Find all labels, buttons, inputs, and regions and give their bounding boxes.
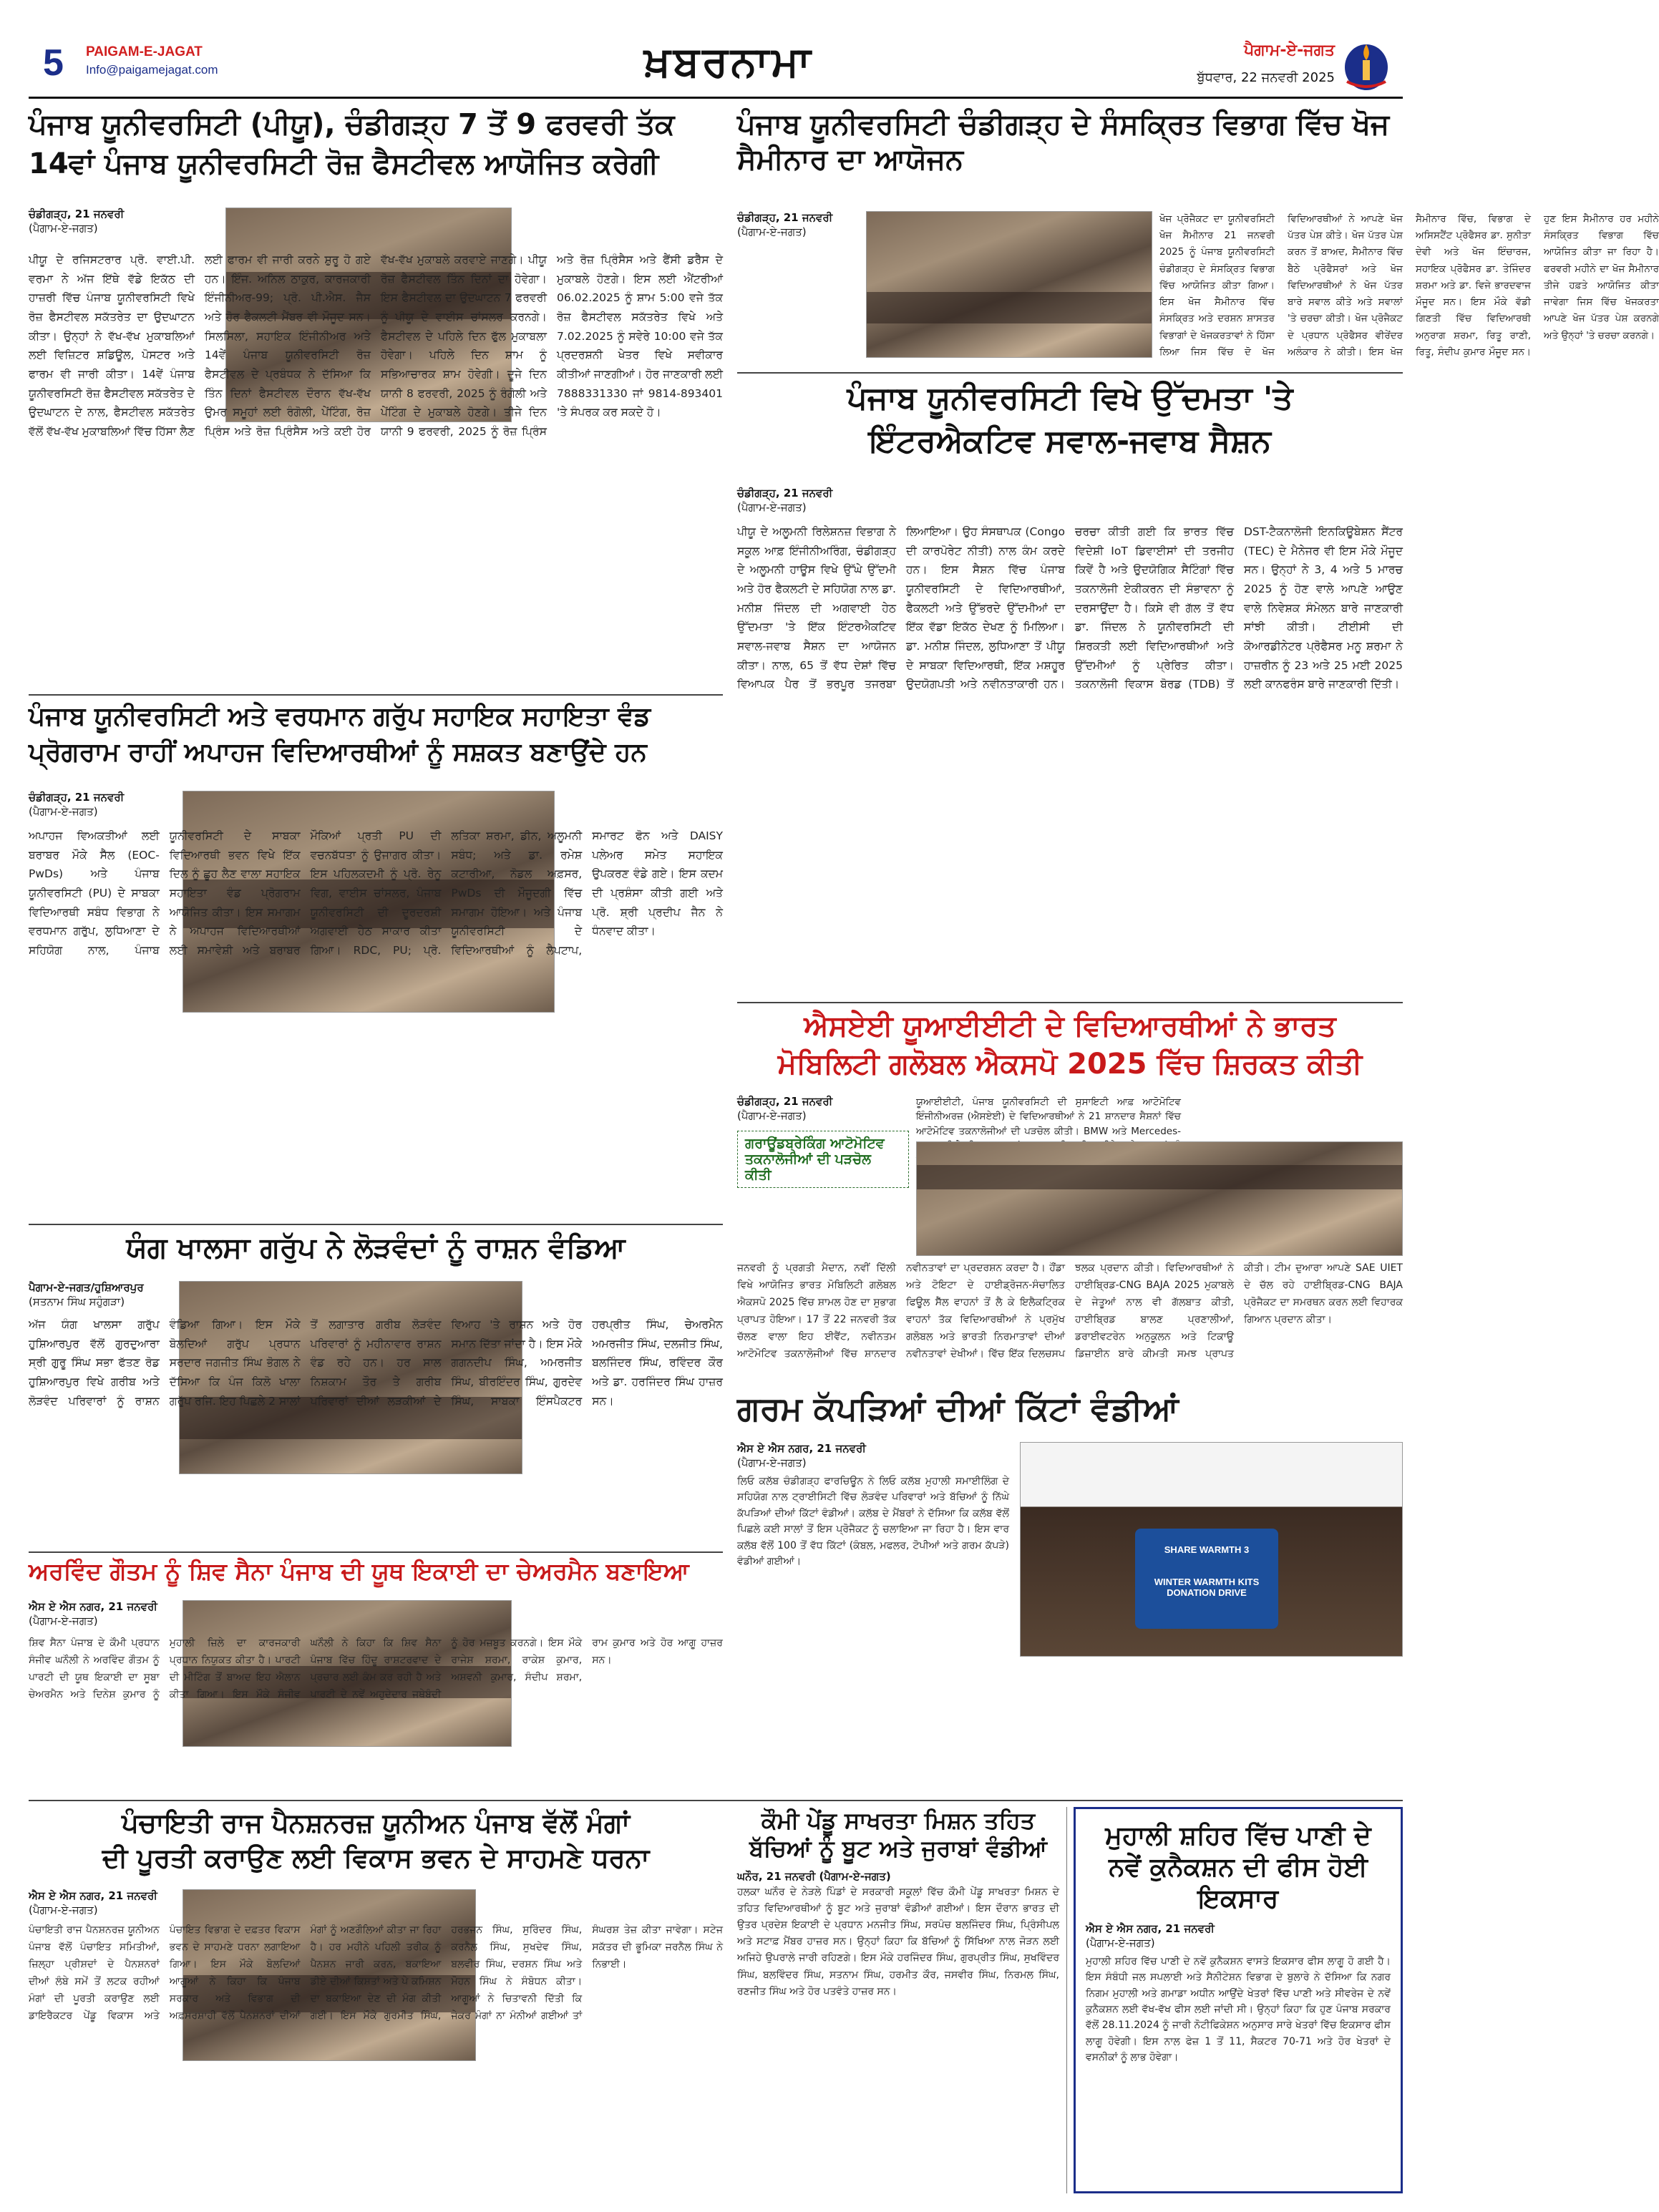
story-body: ਅੱਜ ਯੰਗ ਖਾਲਸਾ ਗਰੁੱਪ ਹੁਸ਼ਿਆਰਪੁਰ ਵੱਲੋਂ ਗੁਰਦੁਆਰਾ ਸ੍ਰੀ ਗੁਰੂ ਸਿੰਘ ਸਭਾ ਫੱਤਣ ਰੋਡ ਹੁਸ਼ਿਆਰਪੁਰ ਵਿਖੇ ਗਰੀਬ ਅਤੇ ਲੋੜਵੰਦ ਪਰਿਵਾਰਾਂ ਨੂੰ ਰਾਸ਼ਨ ਵੰਡਿਆ ਗਿਆ। ਇਸ ਮੌਕੇ ਬੋਲਦਿਆਂ ਗਰੁੱਪ ਪ੍ਰਧਾਨ ਸਰਦਾਰ ਜਗਜੀਤ ਸਿੰਘ ਭੋਗਲ ਨੇ ਦੱਸਿਆ ਕਿ ਪੰਜ ਕਿਲੋ ਖਾਲਾ ਗਰੁੱਪ ਰਜਿ. ਇਹ ਪਿਛਲੇ 2 ਸਾਲਾਂ ਤੋਂ ਲਗਾਤਾਰ ਗਰੀਬ ਲੋੜਵੰਦ ਪਰਿਵਾਰਾਂ ਨੂੰ ਮਹੀਨਾਵਾਰ ਰਾਸ਼ਨ ਵੰਡ ਰਹੇ ਹਨ। ਹਰ ਸਾਲ ਨਿਸ਼ਕਾਮ ਤੌਰ ਤੇ ਗਰੀਬ ਪਰਿਵਾਰਾਂ ਦੀਆਂ ਲੜਕੀਆਂ ਦੇ ਵਿਆਹ 'ਤੇ ਰਾਸ਼ਨ ਅਤੇ ਹੋਰ ਸਮਾਨ ਦਿੱਤਾ ਜਾਂਦਾ ਹੈ। ਇਸ ਮੌਕੇ ਗਗਨਦੀਪ ਸਿੰਘ, ਅਮਰਜੀਤ ਸਿੰਘ, ਬੀਰਇੰਦਰ ਸਿੰਘ, ਗੁਰਦੇਵ ਸਿੰਘ, ਸਾਬਕਾ ਇੰਸਪੈਕਟਰ ਹਰਪ੍ਰੀਤ ਸਿੰਘ, ਚੇਅਰਮੈਨ ਅਮਰਜੀਤ ਸਿੰਘ, ਦਲਜੀਤ ਸਿੰਘ, ਬਲਜਿੰਦਰ ਸਿੰਘ, ਰਵਿੰਦਰ ਕੌਰ ਅਤੇ ਡਾ. ਹਰਜਿੰਦਰ ਸਿੰਘ ਹਾਜ਼ਰ ਸਨ। xyxy=(29,1318,723,1408)
agency: (ਪੈਗਾਮ-ਏ-ਜਗਤ) xyxy=(737,225,807,238)
story-body: ਪੀਯੂ ਦੇ ਰਜਿਸਟਰਾਰ ਪ੍ਰੋ. ਵਾਈ.ਪੀ. ਵਰਮਾ ਨੇ ਅੱਜ ਇੱਥੇ ਵੱਡੇ ਇਕੱਠ ਦੀ ਹਾਜ਼ਰੀ ਵਿੱਚ ਪੰਜਾਬ ਯੂਨੀਵਰਸਿਟੀ ਵਿਖੇ ਰੋਜ਼ ਫੈਸਟੀਵਲ ਸਕੱਤਰੇਤ ਦਾ ਉਦਘਾਟਨ ਕੀਤਾ। ਉਨ੍ਹਾਂ ਨੇ ਵੱਖ-ਵੱਖ ਮੁਕਾਬਲਿਆਂ ਲਈ ਵਿਜ਼ਿਟਰ ਸ਼ਡਿਊਲ, ਪੋਸਟਰ ਅਤੇ ਫਾਰਮ ਵੀ ਜਾਰੀ ਕੀਤਾ। 14ਵੇਂ ਪੰਜਾਬ ਯੂਨੀਵਰਸਿਟੀ ਰੋਜ਼ ਫੈਸਟੀਵਲ ਸਕੱਤਰੇਤ ਦੇ ਉਦਘਾਟਨ ਦੇ ਨਾਲ, ਫੈਸਟੀਵਲ ਸਕੱਤਰੇਤ ਵੱਲੋਂ ਵੱਖ-ਵੱਖ ਮੁਕਾਬਲਿਆਂ ਵਿੱਚ ਹਿੱਸਾ ਲੈਣ ਲਈ ਫਾਰਮ ਵੀ ਜਾਰੀ ਕਰਨੇ ਸ਼ੁਰੂ ਹੋ ਗਏ ਹਨ। ਇੰਜ. ਅਨਿਲ ਠਾਕੁਰ, ਕਾਰਜਕਾਰੀ ਇੰਜੀਨੀਅਰ-99; ਪ੍ਰੋ. ਪੀ.ਐਸ. ਜੈਸ ਅਤੇ ਹੋਰ ਫੈਕਲਟੀ ਮੈਂਬਰ ਵੀ ਮੌਜੂਦ ਸਨ। ਸਿਲਸਿਲਾ, ਸਹਾਇਕ ਇੰਜੀਨੀਅਰ ਅਤੇ 14ਵੇਂ ਪੰਜਾਬ ਯੂਨੀਵਰਸਿਟੀ ਰੋਜ਼ ਫੈਸਟੀਵਲ ਦੇ ਪ੍ਰਬੰਧਕ ਨੇ ਦੱਸਿਆ ਕਿ ਤਿੰਨ ਦਿਨਾਂ ਫੈਸਟੀਵਲ ਦੌਰਾਨ ਵੱਖ-ਵੱਖ ਉਮਰ ਸਮੂਹਾਂ ਲਈ ਰੰਗੋਲੀ, ਪੇਂਟਿੰਗ, ਰੋਜ਼ ਪ੍ਰਿੰਸ ਅਤੇ ਰੋਜ਼ ਪ੍ਰਿੰਸੈਸ ਅਤੇ ਕਈ ਹੋਰ ਵੱਖ-ਵੱਖ ਮੁਕਾਬਲੇ ਕਰਵਾਏ ਜਾਣਗੇ। ਪੀਯੂ ਰੋਜ਼ ਫੈਸਟੀਵਲ ਤਿੰਨ ਦਿਨਾਂ ਦਾ ਹੋਵੇਗਾ। ਇਸ ਫੈਸਟੀਵਲ ਦਾ ਉਦਘਾਟਨ 7 ਫਰਵਰੀ ਨੂੰ ਪੀਯੂ ਦੇ ਵਾਈਸ ਚਾਂਸਲਰ ਕਰਨਗੇ। ਫੈਸਟੀਵਲ ਦੇ ਪਹਿਲੇ ਦਿਨ ਫੁੱਲ ਮੁਕਾਬਲਾ ਹੋਵੇਗਾ। ਪਹਿਲੇ ਦਿਨ ਸ਼ਾਮ ਨੂੰ ਸਭਿਆਚਾਰਕ ਸ਼ਾਮ ਹੋਵੇਗੀ। ਦੂਜੇ ਦਿਨ ਯਾਨੀ 8 ਫਰਵਰੀ, 2025 ਨੂੰ ਰੰਗੋਲੀ ਅਤੇ ਪੇਂਟਿੰਗ ਦੇ ਮੁਕਾਬਲੇ ਹੋਣਗੇ। ਤੀਜੇ ਦਿਨ ਯਾਨੀ 9 ਫਰਵਰੀ, 2025 ਨੂੰ ਰੋਜ਼ ਪ੍ਰਿੰਸ ਅਤੇ ਰੋਜ਼ ਪ੍ਰਿੰਸੈਸ ਅਤੇ ਫੈਂਸੀ ਡਰੈੱਸ ਦੇ ਮੁਕਾਬਲੇ ਹੋਣਗੇ। ਇਸ ਲਈ ਐਂਟਰੀਆਂ 06.02.2025 ਨੂੰ ਸ਼ਾਮ 5:00 ਵਜੇ ਤੱਕ ਰੋਜ਼ ਫੈਸਟੀਵਲ ਸਕੱਤਰੇਤ ਵਿਖੇ ਅਤੇ 7.02.2025 ਨੂੰ ਸਵੇਰੇ 10:00 ਵਜੇ ਤੱਕ ਪ੍ਰਦਰਸ਼ਨੀ ਖੇਤਰ ਵਿਖੇ ਸਵੀਕਾਰ ਕੀਤੀਆਂ ਜਾਣਗੀਆਂ। ਹੋਰ ਜਾਣਕਾਰੀ ਲਈ 7888331330 ਜਾਂ 9814-893401 'ਤੇ ਸੰਪਰਕ ਕਰ ਸਕਦੇ ਹੋ। xyxy=(29,253,723,438)
divider xyxy=(29,1551,723,1553)
dateline: ਚੰਡੀਗੜ੍ਹ, 21 ਜਨਵਰੀ xyxy=(737,487,833,500)
section-title: ਖ਼ਬਰਨਾਮਾ xyxy=(644,37,814,86)
headline-2: ਪ੍ਰੋਗਰਾਮ ਰਾਹੀਂ ਅਪਾਹਜ ਵਿਦਿਆਰਥੀਆਂ ਨੂੰ ਸਸ਼ਕਤ ਬਣਾਉਂਦੇ ਹਨ xyxy=(29,737,647,767)
dateline: ਚੰਡੀਗੜ੍ਹ, 21 ਜਨਵਰੀ xyxy=(29,208,125,220)
dateline: ਐਸ ਏ ਐਸ ਨਗਰ, 21 ਜਨਵਰੀ xyxy=(29,1889,157,1902)
paper-email[interactable]: Info@paigamejagat.com xyxy=(86,63,218,77)
divider xyxy=(737,372,1403,374)
dateline: ਚੰਡੀਗੜ੍ਹ, 21 ਜਨਵਰੀ xyxy=(29,791,125,804)
headline: ਪੰਚਾਇਤੀ ਰਾਜ ਪੈਨਸ਼ਨਰਜ਼ ਯੂਨੀਅਨ ਪੰਜਾਬ ਵੱਲੋਂ ਮੰਗਾਂ xyxy=(122,1808,630,1838)
story-intro: ਯੂਆਈਈਟੀ, ਪੰਜਾਬ ਯੂਨੀਵਰਸਿਟੀ ਦੀ ਸੁਸਾਇਟੀ ਆਫ਼ ਆਟੋਮੋਟਿਵ ਇੰਜੀਨੀਅਰਜ਼ (ਐਸਏਈ) ਦੇ ਵਿਦਿਆਰਥੀਆਂ ਨੇ 21 ਸ਼ਾਨਦਾਰ ਸੈਸ਼ਨਾਂ ਵਿੱਚ ਆਟੋਮੋਟਿਵ ਤਕਨਾਲੋਜੀਆਂ ਦੀ ਪੜਚੋਲ ਕੀਤੀ। BMW ਅਤੇ Mercedes- xyxy=(916,1096,1181,1137)
divider xyxy=(29,1800,1403,1801)
divider xyxy=(29,694,723,696)
story-body: ਸ਼ਿਵ ਸੈਨਾ ਪੰਜਾਬ ਦੇ ਕੌਮੀ ਪ੍ਰਧਾਨ ਸੰਜੀਵ ਘਨੌਲੀ ਨੇ ਅਰਵਿੰਦ ਗੌਤਮ ਨੂੰ ਪਾਰਟੀ ਦੀ ਯੂਥ ਇਕਾਈ ਦਾ ਸੂਬਾ ਚੇਅਰਮੈਨ ਅਤੇ ਦਿਨੇਸ਼ ਕੁਮਾਰ ਨੂੰ ਮੁਹਾਲੀ ਜ਼ਿਲੇ ਦਾ ਕਾਰਜਕਾਰੀ ਪ੍ਰਧਾਨ ਨਿਯੁਕਤ ਕੀਤਾ ਹੈ। ਪਾਰਟੀ ਦੀ ਮੀਟਿੰਗ ਤੋਂ ਬਾਅਦ ਇਹ ਐਲਾਨ ਕੀਤਾ ਗਿਆ। ਇਸ ਮੌਕੇ ਸੰਜੀਵ ਘਨੌਲੀ ਨੇ ਕਿਹਾ ਕਿ ਸ਼ਿਵ ਸੈਨਾ ਪੰਜਾਬ ਵਿੱਚ ਹਿੰਦੂ ਰਾਸ਼ਟਰਵਾਦ ਦੇ ਪ੍ਰਚਾਰ ਲਈ ਕੰਮ ਕਰ ਰਹੀ ਹੈ ਅਤੇ ਪਾਰਟੀ ਦੇ ਨਵੇਂ ਅਹੁਦੇਦਾਰ ਜਥੇਬੰਦੀ ਨੂੰ ਹੋਰ ਮਜ਼ਬੂਤ ਕਰਨਗੇ। ਇਸ ਮੌਕੇ ਰਾਜੇਸ਼ ਸ਼ਰਮਾ, ਰਾਕੇਸ਼ ਕੁਮਾਰ, ਅਸ਼ਵਨੀ ਕੁਮਾਰ, ਸੰਦੀਪ ਸ਼ਰਮਾ, ਰਾਮ ਕੁਮਾਰ ਅਤੇ ਹੋਰ ਆਗੂ ਹਾਜ਼ਰ ਸਨ। xyxy=(29,1637,723,1701)
story-body: ਖੋਜ ਪ੍ਰੋਜੈਕਟ ਦਾ ਯੂਨੀਵਰਸਿਟੀ ਖੋਜ ਸੈਮੀਨਾਰ 21 ਜਨਵਰੀ 2025 ਨੂੰ ਪੰਜਾਬ ਯੂਨੀਵਰਸਿਟੀ ਚੰਡੀਗੜ੍ਹ ਦੇ ਸੰਸਕ੍ਰਿਤ ਵਿਭਾਗ ਵਿੱਚ ਆਯੋਜਿਤ ਕੀਤਾ ਗਿਆ। ਇਸ ਖੋਜ ਸੈਮੀਨਾਰ ਵਿੱਚ ਸੰਸਕ੍ਰਿਤ ਅਤੇ ਦਰਸ਼ਨ ਸ਼ਾਸਤਰ ਵਿਭਾਗਾਂ ਦੇ ਖੋਜਕਰਤਾਵਾਂ ਨੇ ਹਿੱਸਾ ਲਿਆ ਜਿਸ ਵਿੱਚ ਦੋ ਖੋਜ ਵਿਦਿਆਰਥੀਆਂ ਨੇ ਆਪਣੇ ਖੋਜ ਪੱਤਰ ਪੇਸ਼ ਕੀਤੇ। ਖੋਜ ਪੱਤਰ ਪੇਸ਼ ਕਰਨ ਤੋਂ ਬਾਅਦ, ਸੈਮੀਨਾਰ ਵਿੱਚ ਬੈਠੇ ਪ੍ਰੋਫੈਸਰਾਂ ਅਤੇ ਖੋਜ ਵਿਦਿਆਰਥੀਆਂ ਨੇ ਖੋਜ ਪੱਤਰ ਬਾਰੇ ਸਵਾਲ ਕੀਤੇ ਅਤੇ ਸਵਾਲਾਂ 'ਤੇ ਚਰਚਾ ਕੀਤੀ। ਖੋਜ ਪ੍ਰੋਜੈਕਟ ਦੇ ਪ੍ਰਧਾਨ ਪ੍ਰੋਫੈਸਰ ਵੀਰੇਂਦਰ ਅਲੰਕਾਰ ਨੇ ਕੀਤੀ। ਇਸ ਖੋਜ ਸੈਮੀਨਾਰ ਵਿੱਚ, ਵਿਭਾਗ ਦੇ ਅਸਿਸਟੈਂਟ ਪ੍ਰੋਫੈਸਰ ਡਾ. ਸੁਨੀਤਾ ਦੇਵੀ ਅਤੇ ਖੋਜ ਇੰਚਾਰਜ, ਸਹਾਇਕ ਪ੍ਰੋਫੈਸਰ ਡਾ. ਤੇਜਿੰਦਰ ਸ਼ਰਮਾ ਅਤੇ ਡਾ. ਵਿਜੇ ਭਾਰਦਵਾਜ ਮੌਜੂਦ ਸਨ। ਇਸ ਮੌਕੇ ਵੱਡੀ ਗਿਣਤੀ ਵਿੱਚ ਵਿਦਿਆਰਥੀ ਅਨੁਰਾਗ ਸ਼ਰਮਾ, ਰਿਤੂ ਰਾਣੀ, ਰਿਤੂ, ਸੰਦੀਪ ਕੁਮਾਰ ਮੌਜੂਦ ਸਨ। ਹੁਣ ਇਸ ਸੈਮੀਨਾਰ ਹਰ ਮਹੀਨੇ ਸੰਸਕ੍ਰਿਤ ਵਿਭਾਗ ਵਿੱਚ ਆਯੋਜਿਤ ਕੀਤਾ ਜਾ ਰਿਹਾ ਹੈ। ਫਰਵਰੀ ਮਹੀਨੇ ਦਾ ਖੋਜ ਸੈਮੀਨਾਰ ਤੀਜੇ ਹਫ਼ਤੇ ਆਯੋਜਿਤ ਕੀਤਾ ਜਾਵੇਗਾ ਜਿਸ ਵਿੱਚ ਖੋਜਕਰਤਾ ਆਪਣੇ ਖੋਜ ਪੱਤਰ ਪੇਸ਼ ਕਰਨਗੇ ਅਤੇ ਉਨ੍ਹਾਂ 'ਤੇ ਚਰਚਾ ਕਰਨਗੇ। xyxy=(1159,213,1659,358)
headline-2: ਮੋਬਿਲਿਟੀ ਗਲੋਬਲ ਐਕਸਪੋ 2025 ਵਿੱਚ ਸ਼ਿਰਕਤ ਕੀਤੀ xyxy=(777,1047,1363,1081)
agency: (ਪੈਗਾਮ-ਏ-ਜਗਤ) xyxy=(29,1614,98,1627)
story-body: ਪੰਚਾਇਤੀ ਰਾਜ ਪੈਨਸ਼ਨਰਜ਼ ਯੂਨੀਅਨ ਪੰਜਾਬ ਵੱਲੋਂ ਪੰਚਾਇਤ ਸਮਿਤੀਆਂ, ਜ਼ਿਲ੍ਹਾ ਪ੍ਰੀਸ਼ਦਾਂ ਦੇ ਪੈਨਸ਼ਨਰਾਂ ਦੀਆਂ ਲੰਬੇ ਸਮੇਂ ਤੋਂ ਲਟਕ ਰਹੀਆਂ ਮੰਗਾਂ ਦੀ ਪੂਰਤੀ ਕਰਾਉਣ ਲਈ ਡਾਇਰੈਕਟਰ ਪੇਂਡੂ ਵਿਕਾਸ ਅਤੇ ਪੰਚਾਇਤ ਵਿਭਾਗ ਦੇ ਦਫ਼ਤਰ ਵਿਕਾਸ ਭਵਨ ਦੇ ਸਾਹਮਣੇ ਧਰਨਾ ਲਗਾਇਆ ਗਿਆ। ਇਸ ਮੌਕੇ ਬੋਲਦਿਆਂ ਆਗੂਆਂ ਨੇ ਕਿਹਾ ਕਿ ਪੰਜਾਬ ਸਰਕਾਰ ਅਤੇ ਵਿਭਾਗ ਦੀ ਅਫ਼ਸਰਸ਼ਾਹੀ ਵੱਲੋਂ ਪੈਨਸ਼ਨਰਾਂ ਦੀਆਂ ਮੰਗਾਂ ਨੂੰ ਅਣਗੌਲਿਆਂ ਕੀਤਾ ਜਾ ਰਿਹਾ ਹੈ। ਹਰ ਮਹੀਨੇ ਪਹਿਲੀ ਤਰੀਕ ਨੂੰ ਪੈਨਸ਼ਨ ਜਾਰੀ ਕਰਨ, ਬਕਾਇਆ ਡੀਏ ਦੀਆਂ ਕਿਸ਼ਤਾਂ ਅਤੇ ਪੇ ਕਮਿਸ਼ਨ ਦਾ ਬਕਾਇਆ ਦੇਣ ਦੀ ਮੰਗ ਕੀਤੀ ਗਈ। ਇਸ ਮੌਕੇ ਗੁਰਮੀਤ ਸਿੰਘ, ਹਰਭਜਨ ਸਿੰਘ, ਸੁਰਿੰਦਰ ਸਿੰਘ, ਕਰਨੈਲ ਸਿੰਘ, ਸੁਖਦੇਵ ਸਿੰਘ, ਬਲਵੀਰ ਸਿੰਘ, ਦਰਸ਼ਨ ਸਿੰਘ ਅਤੇ ਮੋਹਨ ਸਿੰਘ ਨੇ ਸੰਬੋਧਨ ਕੀਤਾ। ਆਗੂਆਂ ਨੇ ਚਿਤਾਵਨੀ ਦਿੱਤੀ ਕਿ ਜੇਕਰ ਮੰਗਾਂ ਨਾ ਮੰਨੀਆਂ ਗਈਆਂ ਤਾਂ ਸੰਘਰਸ਼ ਤੇਜ਼ ਕੀਤਾ ਜਾਵੇਗਾ। ਸਟੇਜ ਸਕੱਤਰ ਦੀ ਭੂਮਿਕਾ ਜਰਨੈਲ ਸਿੰਘ ਨੇ ਨਿਭਾਈ। xyxy=(29,1924,723,2022)
story-expo-2025 xyxy=(737,1009,1403,1381)
headline: ਪੰਜਾਬ ਯੂਨੀਵਰਸਿਟੀ ਅਤੇ ਵਰਧਮਾਨ ਗਰੁੱਪ ਸਹਾਇਕ ਸਹਾਇਤਾ ਵੰਡ xyxy=(29,702,651,731)
headline: ਪੰਜਾਬ ਯੂਨੀਵਰਸਿਟੀ ਚੰਡੀਗੜ੍ਹ ਦੇ ਸੰਸਕ੍ਰਿਤ ਵਿਭਾਗ ਵਿੱਚ ਖੋਜ ਸੈਮੀਨਾਰ ਦਾ ਆਯੋਜਨ xyxy=(737,108,1390,176)
story-divyang-empowerment xyxy=(29,701,723,1217)
headline: ਪੰਜਾਬ ਯੂਨੀਵਰਸਿਟੀ ਵਿਖੇ ਉੱਦਮਤਾ 'ਤੇ xyxy=(847,380,1293,416)
donation-banner xyxy=(1135,1529,1278,1629)
agency: (ਪੈਗਾਮ-ਏ-ਜਗਤ) xyxy=(737,501,807,514)
subheadline: ਗਰਾਊਂਡਬ੍ਰੇਕਿੰਗ ਆਟੋਮੋਟਿਵ ਤਕਨਾਲੋਜੀਆਂ ਦੀ ਪੜਚੋਲ ਕੀਤੀ xyxy=(737,1131,909,1188)
story-body: ਜਨਵਰੀ ਨੂੰ ਪ੍ਰਗਤੀ ਮੈਦਾਨ, ਨਵੀਂ ਦਿੱਲੀ ਵਿਖੇ ਆਯੋਜਿਤ ਭਾਰਤ ਮੋਬਿਲਿਟੀ ਗਲੋਬਲ ਐਕਸਪੋ 2025 ਵਿੱਚ ਸ਼ਾਮਲ ਹੋਣ ਦਾ ਸੁਭਾਗ ਪ੍ਰਾਪਤ ਹੋਇਆ। 17 ਤੋਂ 22 ਜਨਵਰੀ ਤੱਕ ਚੱਲਣ ਵਾਲਾ ਇਹ ਈਵੈਂਟ, ਨਵੀਨਤਮ ਆਟੋਮੋਟਿਵ ਤਕਨਾਲੋਜੀਆਂ ਵਿੱਚ ਸ਼ਾਨਦਾਰ ਨਵੀਨਤਾਵਾਂ ਦਾ ਪ੍ਰਦਰਸ਼ਨ ਕਰਦਾ ਹੈ। ਹੌਂਡਾ ਅਤੇ ਟੋਇਟਾ ਦੇ ਹਾਈਡ੍ਰੋਜਨ-ਸੰਚਾਲਿਤ ਫਿਊਲ ਸੈੱਲ ਵਾਹਨਾਂ ਤੋਂ ਲੈ ਕੇ ਇਲੈਕਟ੍ਰਿਕ ਵਾਹਨਾਂ ਤੱਕ ਵਿਦਿਆਰਥੀਆਂ ਨੇ ਪ੍ਰਮੁੱਖ ਗਲੋਬਲ ਅਤੇ ਭਾਰਤੀ ਨਿਰਮਾਤਾਵਾਂ ਦੀਆਂ ਨਵੀਨਤਾਵਾਂ ਦੇਖੀਆਂ। ਵਿੱਚ ਇੱਕ ਦਿਲਚਸਪ ਝਲਕ ਪ੍ਰਦਾਨ ਕੀਤੀ। ਵਿਦਿਆਰਥੀਆਂ ਨੇ ਹਾਈਬ੍ਰਿਡ-CNG BAJA 2025 ਮੁਕਾਬਲੇ ਦੇ ਜੇਤੂਆਂ ਨਾਲ ਵੀ ਗੱਲਬਾਤ ਕੀਤੀ, ਹਾਈਬ੍ਰਿਡ ਬਾਲਣ ਪ੍ਰਣਾਲੀਆਂ, ਡਰਾਈਵਟਰੇਨ ਅਨੁਕੂਲਨ ਅਤੇ ਟਿਕਾਊ ਡਿਜ਼ਾਈਨ ਬਾਰੇ ਕੀਮਤੀ ਸਮਝ ਪ੍ਰਾਪਤ ਕੀਤੀ। ਟੀਮ ਦੁਆਰਾ ਆਪਣੇ SAE UIET ਦੇ ਚੱਲ ਰਹੇ ਹਾਈਬ੍ਰਿਡ-CNG BAJA ਪ੍ਰੋਜੈਕਟ ਦਾ ਸਮਰਥਨ ਕਰਨ ਲਈ ਵਿਹਾਰਕ ਗਿਆਨ ਪ੍ਰਦਾਨ ਕੀਤਾ। xyxy=(737,1262,1403,1360)
headline: ਪੰਜਾਬ ਯੂਨੀਵਰਸਿਟੀ (ਪੀਯੂ), ਚੰਡੀਗੜ੍ਹ 7 ਤੋਂ 9 ਫਰਵਰੀ ਤੱਕ xyxy=(29,108,675,141)
story-literacy-mission xyxy=(737,1807,1059,2193)
story-body: ਮੁਹਾਲੀ ਸ਼ਹਿਰ ਵਿੱਚ ਪਾਣੀ ਦੇ ਨਵੇਂ ਕੁਨੈਕਸ਼ਨ ਵਾਸਤੇ ਇਕਸਾਰ ਫੀਸ ਲਾਗੂ ਹੋ ਗਈ ਹੈ। ਇਸ ਸੰਬੰਧੀ ਜਲ ਸਪਲਾਈ ਅਤੇ ਸੈਨੀਟੇਸ਼ਨ ਵਿਭਾਗ ਦੇ ਬੁਲਾਰੇ ਨੇ ਦੱਸਿਆ ਕਿ ਨਗਰ ਨਿਗਮ ਮੁਹਾਲੀ ਅਤੇ ਗਮਾਡਾ ਅਧੀਨ ਆਉਂਦੇ ਖੇਤਰਾਂ ਵਿੱਚ ਪਾਣੀ ਅਤੇ ਸੀਵਰੇਜ ਦੇ ਨਵੇਂ ਕੁਨੈਕਸ਼ਨ ਲਈ ਵੱਖ-ਵੱਖ ਫੀਸ ਲਈ ਜਾਂਦੀ ਸੀ। ਉਨ੍ਹਾਂ ਕਿਹਾ ਕਿ ਹੁਣ ਪੰਜਾਬ ਸਰਕਾਰ ਵੱਲੋਂ 28.11.2024 ਨੂੰ ਜਾਰੀ ਨੋਟੀਫਿਕੇਸ਼ਨ ਅਨੁਸਾਰ ਸਾਰੇ ਖੇਤਰਾਂ ਵਿੱਚ ਇਕਸਾਰ ਫੀਸ ਲਾਗੂ ਹੋਵੇਗੀ। ਇਸ ਨਾਲ ਫੇਜ਼ 1 ਤੋਂ 11, ਸੈਕਟਰ 70-71 ਅਤੇ ਹੋਰ ਖੇਤਰਾਂ ਦੇ ਵਸਨੀਕਾਂ ਨੂੰ ਲਾਭ ਹੋਵੇਗਾ। xyxy=(1086,1955,1391,2064)
story-body: ਹਲਕਾ ਘਨੌਰ ਦੇ ਨੇੜਲੇ ਪਿੰਡਾਂ ਦੇ ਸਰਕਾਰੀ ਸਕੂਲਾਂ ਵਿੱਚ ਕੌਮੀ ਪੇਂਡੂ ਸਾਖਰਤਾ ਮਿਸ਼ਨ ਦੇ ਤਹਿਤ ਵਿਦਿਆਰਥੀਆਂ ਨੂੰ ਬੂਟ ਅਤੇ ਜੁਰਾਬਾਂ ਵੰਡੀਆਂ ਗਈਆਂ। ਇਸ ਦੌਰਾਨ ਭਾਰਤ ਦੀ ਉਤਰ ਪ੍ਰਦੇਸ਼ ਇਕਾਈ ਦੇ ਪ੍ਰਧਾਨ ਮਨਜੀਤ ਸਿੰਘ, ਸਰਪੰਚ ਬਲਜਿੰਦਰ ਸਿੰਘ, ਪ੍ਰਿੰਸੀਪਲ ਅਤੇ ਸਟਾਫ਼ ਮੈਂਬਰ ਹਾਜ਼ਰ ਸਨ। ਉਨ੍ਹਾਂ ਕਿਹਾ ਕਿ ਬੱਚਿਆਂ ਨੂੰ ਸਿੱਖਿਆ ਨਾਲ ਜੋੜਨ ਲਈ ਅਜਿਹੇ ਉਪਰਾਲੇ ਜਾਰੀ ਰਹਿਣਗੇ। ਇਸ ਮੌਕੇ ਹਰਜਿੰਦਰ ਸਿੰਘ, ਗੁਰਪ੍ਰੀਤ ਸਿੰਘ, ਸੁਖਵਿੰਦਰ ਸਿੰਘ, ਬਲਵਿੰਦਰ ਸਿੰਘ, ਸਤਨਾਮ ਸਿੰਘ, ਹਰਮੀਤ ਕੌਰ, ਜਸਵੀਰ ਸਿੰਘ, ਨਿਰਮਲ ਸਿੰਘ, ਰਣਜੀਤ ਸਿੰਘ ਅਤੇ ਹੋਰ ਪਤਵੰਤੇ ਹਾਜ਼ਰ ਸਨ। xyxy=(737,1886,1059,1997)
headline-2: ਇੰਟਰਐਕਟਿਵ ਸਵਾਲ-ਜਵਾਬ ਸੈਸ਼ਨ xyxy=(869,422,1271,459)
masthead xyxy=(29,36,1403,99)
story-shiv-sena xyxy=(29,1557,723,1793)
headline: ਮੁਹਾਲੀ ਸ਼ਹਿਰ ਵਿੱਚ ਪਾਣੀ ਦੇ ਨਵੇਂ ਕੁਨੈਕਸ਼ਨ ਦੀ ਫੀਸ ਹੋਈ ਇਕਸਾਰ xyxy=(1105,1821,1371,1914)
story-young-khalsa xyxy=(29,1231,723,1546)
story-warm-clothes xyxy=(737,1388,1403,1803)
divider xyxy=(29,1224,723,1225)
headline: ਐਸਏਈ ਯੂਆਈਈਟੀ ਦੇ ਵਿਦਿਆਰਥੀਆਂ ਨੇ ਭਾਰਤ xyxy=(804,1010,1336,1043)
headline-2: ਦੀ ਪੂਰਤੀ ਕਰਾਉਣ ਲਈ ਵਿਕਾਸ ਭਵਨ ਦੇ ਸਾਹਮਣੇ ਧਰਨਾ xyxy=(102,1843,650,1874)
dateline: ਚੰਡੀਗੜ੍ਹ, 21 ਜਨਵਰੀ xyxy=(737,211,833,224)
headline: ਗਰਮ ਕੱਪੜਿਆਂ ਦੀਆਂ ਕਿੱਟਾਂ ਵੰਡੀਆਂ xyxy=(737,1389,1179,1428)
dateline: ਐਸ ਏ ਐਸ ਨਗਰ, 21 ਜਨਵਰੀ xyxy=(29,1600,157,1613)
news-photo xyxy=(1020,1442,1403,1657)
divider xyxy=(737,1002,1403,1003)
dateline: ਐਸ ਏ ਐਸ ਨਗਰ, 21 ਜਨਵਰੀ xyxy=(737,1442,866,1455)
headline: ਅਰਵਿੰਦ ਗੌਤਮ ਨੂੰ ਸ਼ਿਵ ਸੈਨਾ ਪੰਜਾਬ ਦੀ ਯੂਥ ਇਕਾਈ ਦਾ ਚੇਅਰਮੈਨ ਬਣਾਇਆ xyxy=(29,1557,689,1585)
dateline: ਘਨੌਰ, 21 ਜਨਵਰੀ (ਪੈਗਾਮ-ਏ-ਜਗਤ) xyxy=(737,1870,891,1884)
agency: (ਪੈਗਾਮ-ਏ-ਜਗਤ) xyxy=(1086,1936,1155,1949)
headline-2: 14ਵਾਂ ਪੰਜਾਬ ਯੂਨੀਵਰਸਿਟੀ ਰੋਜ਼ ਫੈਸਟੀਵਲ ਆਯੋਜਿਤ ਕਰੇਗੀ xyxy=(29,147,659,180)
news-photo xyxy=(916,1141,1403,1256)
agency: (ਪੈਗਾਮ-ਏ-ਜਗਤ) xyxy=(29,222,98,235)
dateline: ਪੈਗਾਮ-ਏ-ਜਗਤ/ਹੁਸ਼ਿਆਰਪੁਰ xyxy=(29,1281,144,1294)
news-photo xyxy=(866,211,1152,358)
banner-text: WINTER WARMTH KITS DONATION DRIVE xyxy=(1154,1577,1260,1598)
story-rose-festival xyxy=(29,107,723,687)
dateline: ਐਸ ਏ ਐਸ ਨਗਰ, 21 ਜਨਵਰੀ xyxy=(1086,1921,1215,1935)
story-sanskrit-seminar xyxy=(737,107,1659,365)
agency: (ਪੈਗਾਮ-ਏ-ਜਗਤ) xyxy=(29,805,98,818)
story-body: ਪੀਯੂ ਦੇ ਅਲੂਮਨੀ ਰਿਲੇਸ਼ਨਜ਼ ਵਿਭਾਗ ਨੇ ਸਕੂਲ ਆਫ਼ ਇੰਜੀਨੀਅਰਿੰਗ, ਚੰਡੀਗੜ੍ਹ ਦੇ ਅਲੂਮਨੀ ਹਾਊਸ ਵਿਖੇ ਉੱਘੇ ਉੱਦਮੀ ਅਤੇ ਹੋਰ ਫੈਕਲਟੀ ਦੇ ਸਹਿਯੋਗ ਨਾਲ ਡਾ. ਮਨੀਸ਼ ਜਿੰਦਲ ਦੀ ਅਗਵਾਈ ਹੇਠ ਉੱਦਮਤਾ 'ਤੇ ਇੱਕ ਇੰਟਰਐਕਟਿਵ ਸਵਾਲ-ਜਵਾਬ ਸੈਸ਼ਨ ਦਾ ਆਯੋਜਨ ਕੀਤਾ। ਨਾਲ, 65 ਤੋਂ ਵੱਧ ਦੇਸ਼ਾਂ ਵਿੱਚ ਵਿਆਪਕ ਪੈਰ ਤੋਂ ਭਰਪੂਰ ਤਜਰਬਾ ਲਿਆਇਆ। ਉਹ ਸੰਸਥਾਪਕ (Congo ਦੀ ਕਾਰਪੋਰੇਟ ਨੀਤੀ) ਨਾਲ ਕੰਮ ਕਰਦੇ ਹਨ। ਇਸ ਸੈਸ਼ਨ ਵਿੱਚ ਪੰਜਾਬ ਯੂਨੀਵਰਸਿਟੀ ਦੇ ਵਿਦਿਆਰਥੀਆਂ, ਫੈਕਲਟੀ ਅਤੇ ਉੱਭਰਦੇ ਉੱਦਮੀਆਂ ਦਾ ਇੱਕ ਵੱਡਾ ਇਕੱਠ ਦੇਖਣ ਨੂੰ ਮਿਲਿਆ। ਡਾ. ਮਨੀਸ਼ ਜਿੰਦਲ, ਲੁਧਿਆਣਾ ਤੋਂ ਪੀਯੂ ਦੇ ਸਾਬਕਾ ਵਿਦਿਆਰਥੀ, ਇੱਕ ਮਸ਼ਹੂਰ ਉਦਯੋਗਪਤੀ ਅਤੇ ਨਵੀਨਤਾਕਾਰੀ ਹਨ। ਚਰਚਾ ਕੀਤੀ ਗਈ ਕਿ ਭਾਰਤ ਵਿੱਚ ਵਿਦੇਸ਼ੀ IoT ਡਿਵਾਈਸਾਂ ਦੀ ਤਰਜੀਹ ਕਿਵੇਂ ਹੈ ਅਤੇ ਉਦਯੋਗਿਕ ਸੈਟਿੰਗਾਂ ਵਿੱਚ ਤਕਨਾਲੋਜੀ ਏਕੀਕਰਨ ਦੀ ਸੰਭਾਵਨਾ ਨੂੰ ਦਰਸਾਉਂਦਾ ਹੈ। ਕਿਸੇ ਵੀ ਗੱਲ ਤੋਂ ਵੱਧ ਡਾ. ਜਿੰਦਲ ਨੇ ਯੂਨੀਵਰਸਿਟੀ ਦੀ ਸ਼ਿਰਕਤੀ ਲਈ ਵਿਦਿਆਰਥੀਆਂ ਅਤੇ ਉੱਦਮੀਆਂ ਨੂੰ ਪ੍ਰੇਰਿਤ ਕੀਤਾ। ਤਕਨਾਲੋਜੀ ਵਿਕਾਸ ਬੋਰਡ (TDB) ਤੋਂ DST-ਟੈਕਨਾਲੋਜੀ ਇਨਕਿਊਬੇਸ਼ਨ ਸੈਂਟਰ (TEC) ਦੇ ਮੈਨੇਜਰ ਵੀ ਇਸ ਮੌਕੇ ਮੌਜੂਦ ਸਨ। ਉਨ੍ਹਾਂ ਨੇ 3, 4 ਅਤੇ 5 ਮਾਰਚ 2025 ਨੂੰ ਹੋਣ ਵਾਲੇ ਆਪਣੇ ਆਉਣ ਵਾਲੇ ਨਿਵੇਸ਼ਕ ਸੰਮੇਲਨ ਬਾਰੇ ਜਾਣਕਾਰੀ ਸਾਂਝੀ ਕੀਤੀ। ਟੀਈਸੀ ਦੀ ਕੋਆਰਡੀਨੇਟਰ ਪ੍ਰੋਫੈਸਰ ਮਨੂ ਸ਼ਰਮਾ ਨੇ ਹਾਜ਼ਰੀਨ ਨੂੰ 23 ਅਤੇ 25 ਮਈ 2025 ਲਈ ਕਾਨਫਰੰਸ ਬਾਰੇ ਜਾਣਕਾਰੀ ਦਿੱਤੀ। xyxy=(737,525,1403,691)
banner-top-text: SHARE WARMTH 3 xyxy=(1164,1544,1250,1555)
divider xyxy=(1066,1807,1067,2193)
agency: (ਸਤਨਾਮ ਸਿੰਘ ਸਹੁੰਗੜਾ) xyxy=(29,1295,125,1308)
headline: ਯੰਗ ਖਾਲਸਾ ਗਰੁੱਪ ਨੇ ਲੋੜਵੰਦਾਂ ਨੂੰ ਰਾਸ਼ਨ ਵੰਡਿਆ xyxy=(126,1232,626,1265)
brand-name: ਪੈਗਾਮ-ਏ-ਜਗਤ xyxy=(1244,42,1335,59)
torch-logo-icon xyxy=(1341,39,1391,93)
story-body: ਲਿਓ ਕਲੱਬ ਚੰਡੀਗੜ੍ਹ ਫਾਰਚਿਊਨ ਨੇ ਲਿਓ ਕਲੱਬ ਮੁਹਾਲੀ ਸਮਾਈਲਿੰਗ ਦੇ ਸਹਿਯੋਗ ਨਾਲ ਟ੍ਰਾਈਸਿਟੀ ਵਿੱਚ ਲੋੜਵੰਦ ਪਰਿਵਾਰਾਂ ਅਤੇ ਬੱਚਿਆਂ ਨੂੰ ਨਿੱਘੇ ਕੱਪੜਿਆਂ ਦੀਆਂ ਕਿੱਟਾਂ ਵੰਡੀਆਂ। ਕਲੱਬ ਦੇ ਮੈਂਬਰਾਂ ਨੇ ਦੱਸਿਆ ਕਿ ਕਲੱਬ ਵੱਲੋਂ ਪਿਛਲੇ ਕਈ ਸਾਲਾਂ ਤੋਂ ਇਸ ਪ੍ਰੋਜੈਕਟ ਨੂੰ ਚਲਾਇਆ ਜਾ ਰਿਹਾ ਹੈ। ਇਸ ਵਾਰ ਕਲੱਬ ਵੱਲੋਂ 100 ਤੋਂ ਵੱਧ ਕਿੱਟਾਂ (ਕੰਬਲ, ਮਫਲਰ, ਟੋਪੀਆਂ ਅਤੇ ਗਰਮ ਕੱਪੜੇ) ਵੰਡੀਆਂ ਗਈਆਂ। xyxy=(737,1476,1009,1567)
agency: (ਪੈਗਾਮ-ਏ-ਜਗਤ) xyxy=(737,1456,807,1469)
story-body: ਅਪਾਹਜ ਵਿਅਕਤੀਆਂ ਲਈ ਬਰਾਬਰ ਮੌਕੇ ਸੈੱਲ (EOC-PwDs) ਅਤੇ ਪੰਜਾਬ ਯੂਨੀਵਰਸਿਟੀ (PU) ਦੇ ਸਾਬਕਾ ਵਿਦਿਆਰਥੀ ਸਬੰਧ ਵਿਭਾਗ ਨੇ ਵਰਧਮਾਨ ਗਰੁੱਪ, ਲੁਧਿਆਣਾ ਦੇ ਸਹਿਯੋਗ ਨਾਲ, ਪੰਜਾਬ ਯੂਨੀਵਰਸਿਟੀ ਦੇ ਸਾਬਕਾ ਵਿਦਿਆਰਥੀ ਭਵਨ ਵਿਖੇ ਇੱਕ ਦਿਲ ਨੂੰ ਛੂਹ ਲੈਣ ਵਾਲਾ ਸਹਾਇਕ ਸਹਾਇਤਾ ਵੰਡ ਪ੍ਰੋਗਰਾਮ ਆਯੋਜਿਤ ਕੀਤਾ। ਇਸ ਸਮਾਗਮ ਨੇ ਅਪਾਹਜ ਵਿਦਿਆਰਥੀਆਂ ਲਈ ਸਮਾਵੇਸ਼ੀ ਅਤੇ ਬਰਾਬਰ ਮੌਕਿਆਂ ਪ੍ਰਤੀ PU ਦੀ ਵਚਨਬੱਧਤਾ ਨੂੰ ਉਜਾਗਰ ਕੀਤਾ। ਇਸ ਪਹਿਲਕਦਮੀ ਨੂੰ ਪ੍ਰੋ. ਰੇਨੂ ਵਿਗ, ਵਾਈਸ ਚਾਂਸਲਰ, ਪੰਜਾਬ ਯੂਨੀਵਰਸਿਟੀ ਦੀ ਦੂਰਦਰਸ਼ੀ ਅਗਵਾਈ ਹੇਠ ਸਾਕਾਰ ਕੀਤਾ ਗਿਆ। RDC, PU; ਪ੍ਰੋ. ਲਤਿਕਾ ਸ਼ਰਮਾ, ਡੀਨ, ਅਲੂਮਨੀ ਸਬੰਧ; ਅਤੇ ਡਾ. ਰਮੇਸ਼ ਕਟਾਰੀਆ, ਨੋਡਲ ਅਫ਼ਸਰ, PwDs ਦੀ ਮੌਜੂਦਗੀ ਵਿੱਚ ਸਮਾਗਮ ਹੋਇਆ। ਅਤੇ ਪੰਜਾਬ ਯੂਨੀਵਰਸਿਟੀ ਦੇ ਵਿਦਿਆਰਥੀਆਂ ਨੂੰ ਲੈਪਟਾਪ, ਸਮਾਰਟ ਫੋਨ ਅਤੇ DAISY ਪਲੇਅਰ ਸਮੇਤ ਸਹਾਇਕ ਉਪਕਰਣ ਵੰਡੇ ਗਏ। ਇਸ ਕਦਮ ਦੀ ਪ੍ਰਸ਼ੰਸਾ ਕੀਤੀ ਗਈ ਅਤੇ ਪ੍ਰੋ. ਸ਼੍ਰੀ ਪ੍ਰਦੀਪ ਜੈਨ ਨੇ ਧੰਨਵਾਦ ਕੀਤਾ। xyxy=(29,829,723,957)
story-water-fee xyxy=(1074,1807,1403,2193)
headline: ਕੌਮੀ ਪੇਂਡੂ ਸਾਖਰਤਾ ਮਿਸ਼ਨ ਤਹਿਤ ਬੱਚਿਆਂ ਨੂੰ ਬੂਟ ਅਤੇ ਜੁਰਾਬਾਂ ਵੰਡੀਆਂ xyxy=(749,1807,1048,1863)
issue-date: ਬੁੱਧਵਾਰ, 22 ਜਨਵਰੀ 2025 xyxy=(1197,70,1335,85)
story-interactive-qa xyxy=(737,379,1403,995)
story-pensioners-dharna xyxy=(29,1807,723,2193)
dateline: ਚੰਡੀਗੜ੍ਹ, 21 ਜਨਵਰੀ xyxy=(737,1095,833,1108)
agency: (ਪੈਗਾਮ-ਏ-ਜਗਤ) xyxy=(29,1904,98,1916)
paper-name: PAIGAM-E-JAGAT xyxy=(86,44,203,59)
agency: (ਪੈਗਾਮ-ਏ-ਜਗਤ) xyxy=(737,1109,807,1122)
page-number: 5 xyxy=(43,42,64,84)
